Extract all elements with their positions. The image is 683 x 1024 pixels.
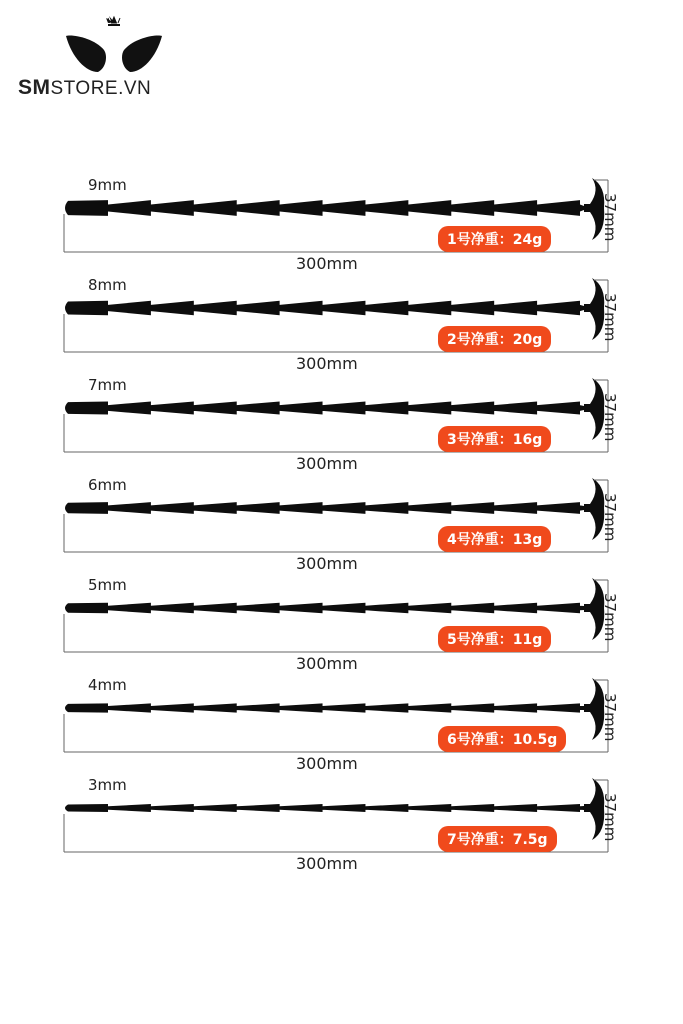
diameter-label: 3mm [88,776,127,794]
product-row [0,476,683,576]
weight-badge: 1号净重：24g [438,226,551,252]
height-label: 37mm [601,192,619,242]
height-label: 37mm [601,592,619,642]
product-row [0,376,683,476]
weight-badge: 2号净重：20g [438,326,551,352]
diameter-label: 7mm [88,376,127,394]
length-label: 300mm [296,554,358,573]
height-label: 37mm [601,492,619,542]
rod-stem [65,200,584,216]
length-label: 300mm [296,454,358,473]
rod-stem [65,301,584,315]
product-row [0,576,683,676]
height-label: 37mm [601,292,619,342]
height-label: 37mm [601,792,619,842]
brand-bold: SM [18,76,51,99]
length-label: 300mm [296,354,358,373]
length-label: 300mm [296,654,358,673]
diameter-label: 8mm [88,276,127,294]
height-label: 37mm [601,392,619,442]
diameter-label: 6mm [88,476,127,494]
product-row [0,776,683,876]
length-label: 300mm [296,254,358,273]
diameter-label: 5mm [88,576,127,594]
product-row [0,176,683,276]
height-label: 37mm [601,692,619,742]
rod-stem [65,703,584,712]
rod-stem [65,401,584,414]
rod-stem [65,603,584,614]
weight-badge: 4号净重：13g [438,526,551,552]
length-label: 300mm [296,754,358,773]
rod-stem [65,804,584,812]
diameter-label: 4mm [88,676,127,694]
length-label: 300mm [296,854,358,873]
weight-badge: 3号净重：16g [438,426,551,452]
product-row [0,676,683,776]
diameter-label: 9mm [88,176,127,194]
brand-rest: STORE.VN [50,78,152,99]
product-row [0,276,683,376]
weight-badge: 5号净重：11g [438,626,551,652]
weight-badge: 6号净重：10.5g [438,726,566,752]
rod-stem [65,502,584,514]
weight-badge: 7号净重：7.5g [438,826,557,852]
